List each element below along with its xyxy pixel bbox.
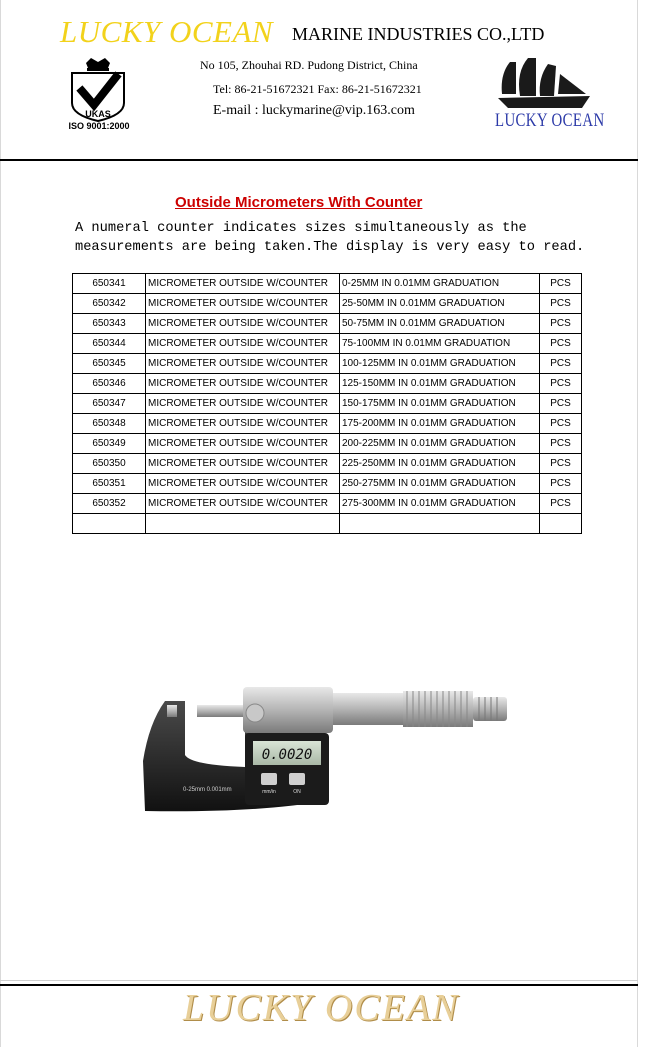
item-spec-cell: 150-175MM IN 0.01MM GRADUATION [340, 394, 540, 414]
item-unit-cell: PCS [540, 374, 582, 394]
item-code-cell: 650348 [73, 414, 146, 434]
button-label-mm-in: mm/in [262, 789, 276, 795]
header-divider [0, 159, 638, 161]
footer-divider-light [0, 980, 638, 981]
item-spec-cell: 175-200MM IN 0.01MM GRADUATION [340, 414, 540, 434]
item-unit-cell: PCS [540, 394, 582, 414]
table-row [73, 434, 582, 454]
item-name-cell: MICROMETER OUTSIDE W/COUNTER [146, 454, 340, 474]
item-spec-cell: 50-75MM IN 0.01MM GRADUATION [340, 314, 540, 334]
lcd-reading: 0.0020 [261, 747, 313, 763]
item-unit-cell: PCS [540, 274, 582, 294]
item-name-cell: MICROMETER OUTSIDE W/COUNTER [146, 474, 340, 494]
item-code-cell: 650343 [73, 314, 146, 334]
item-unit-cell: PCS [540, 494, 582, 514]
table-row [73, 274, 582, 294]
item-spec-cell: 275-300MM IN 0.01MM GRADUATION [340, 494, 540, 514]
on-button [289, 773, 305, 785]
item-name-cell: MICROMETER OUTSIDE W/COUNTER [146, 394, 340, 414]
item-spec-cell: 25-50MM IN 0.01MM GRADUATION [340, 294, 540, 314]
table-row [73, 314, 582, 334]
company-address: No 105, Zhouhai RD. Pudong District, China [200, 58, 418, 72]
table-row [73, 474, 582, 494]
brand-name: LUCKY OCEAN [60, 14, 274, 49]
item-unit-cell: PCS [540, 334, 582, 354]
section-description: A numeral counter indicates sizes simultaneously as the measurements are being taken.The display is very easy to read. [75, 221, 585, 255]
item-unit-cell: PCS [540, 294, 582, 314]
table-row [73, 334, 582, 354]
item-unit-cell: PCS [540, 314, 582, 334]
table-row [73, 394, 582, 414]
item-spec-cell: 75-100MM IN 0.01MM GRADUATION [340, 334, 540, 354]
company-email: E-mail : luckymarine@vip.163.com [213, 103, 415, 118]
item-code-cell: 650344 [73, 334, 146, 354]
item-name-cell: MICROMETER OUTSIDE W/COUNTER [146, 354, 340, 374]
item-code-cell: 650342 [73, 294, 146, 314]
micrometer-product-image [135, 683, 515, 815]
item-code-cell: 650350 [73, 454, 146, 474]
logo-caption: LUCKY OCEAN [495, 110, 605, 131]
frame-label: 0-25mm 0.001mm [183, 787, 232, 793]
item-name-cell: MICROMETER OUTSIDE W/COUNTER [146, 434, 340, 454]
item-name-cell: MICROMETER OUTSIDE W/COUNTER [146, 374, 340, 394]
item-code-cell: 650351 [73, 474, 146, 494]
item-name-cell: MICROMETER OUTSIDE W/COUNTER [146, 414, 340, 434]
table-row [73, 354, 582, 374]
iso-certification-label: ISO 9001:2000 [68, 121, 130, 131]
item-spec-cell: 0-25MM IN 0.01MM GRADUATION [340, 274, 540, 294]
mm-in-button [261, 773, 277, 785]
company-phone-fax: Tel: 86-21-51672321 Fax: 86-21-51672321 [213, 82, 422, 96]
item-unit-cell: PCS [540, 434, 582, 454]
table-row [73, 494, 582, 514]
item-unit-cell: PCS [540, 354, 582, 374]
crown-icon [86, 58, 110, 71]
item-spec-cell: 125-150MM IN 0.01MM GRADUATION [340, 374, 540, 394]
item-name-cell: MICROMETER OUTSIDE W/COUNTER [146, 294, 340, 314]
item-spec-cell: 100-125MM IN 0.01MM GRADUATION [340, 354, 540, 374]
item-code-cell: 650347 [73, 394, 146, 414]
item-unit-cell [540, 514, 582, 534]
item-code-cell: 650349 [73, 434, 146, 454]
footer-brand: LUCKY OCEAN [183, 987, 460, 1029]
table-row [73, 454, 582, 474]
section-title: Outside Micrometers With Counter [175, 194, 423, 211]
item-spec-cell: 200-225MM IN 0.01MM GRADUATION [340, 434, 540, 454]
item-unit-cell: PCS [540, 414, 582, 434]
item-spec-cell [340, 514, 540, 534]
item-code-cell [73, 514, 146, 534]
item-name-cell: MICROMETER OUTSIDE W/COUNTER [146, 274, 340, 294]
button-label-on: ON [293, 789, 301, 795]
item-name-cell: MICROMETER OUTSIDE W/COUNTER [146, 334, 340, 354]
table-row [73, 294, 582, 314]
item-code-cell: 650346 [73, 374, 146, 394]
item-spec-cell: 225-250MM IN 0.01MM GRADUATION [340, 454, 540, 474]
product-table [72, 273, 582, 534]
item-unit-cell: PCS [540, 474, 582, 494]
ukas-logo-text: UKAS [85, 109, 111, 119]
item-spec-cell: 250-275MM IN 0.01MM GRADUATION [340, 474, 540, 494]
table-row [73, 414, 582, 434]
item-name-cell: MICROMETER OUTSIDE W/COUNTER [146, 494, 340, 514]
table-row [73, 514, 582, 534]
item-code-cell: 650341 [73, 274, 146, 294]
item-code-cell: 650345 [73, 354, 146, 374]
item-unit-cell: PCS [540, 454, 582, 474]
item-code-cell: 650352 [73, 494, 146, 514]
company-name: MARINE INDUSTRIES CO.,LTD [292, 24, 545, 44]
table-row [73, 374, 582, 394]
item-name-cell: MICROMETER OUTSIDE W/COUNTER [146, 314, 340, 334]
item-name-cell [146, 514, 340, 534]
